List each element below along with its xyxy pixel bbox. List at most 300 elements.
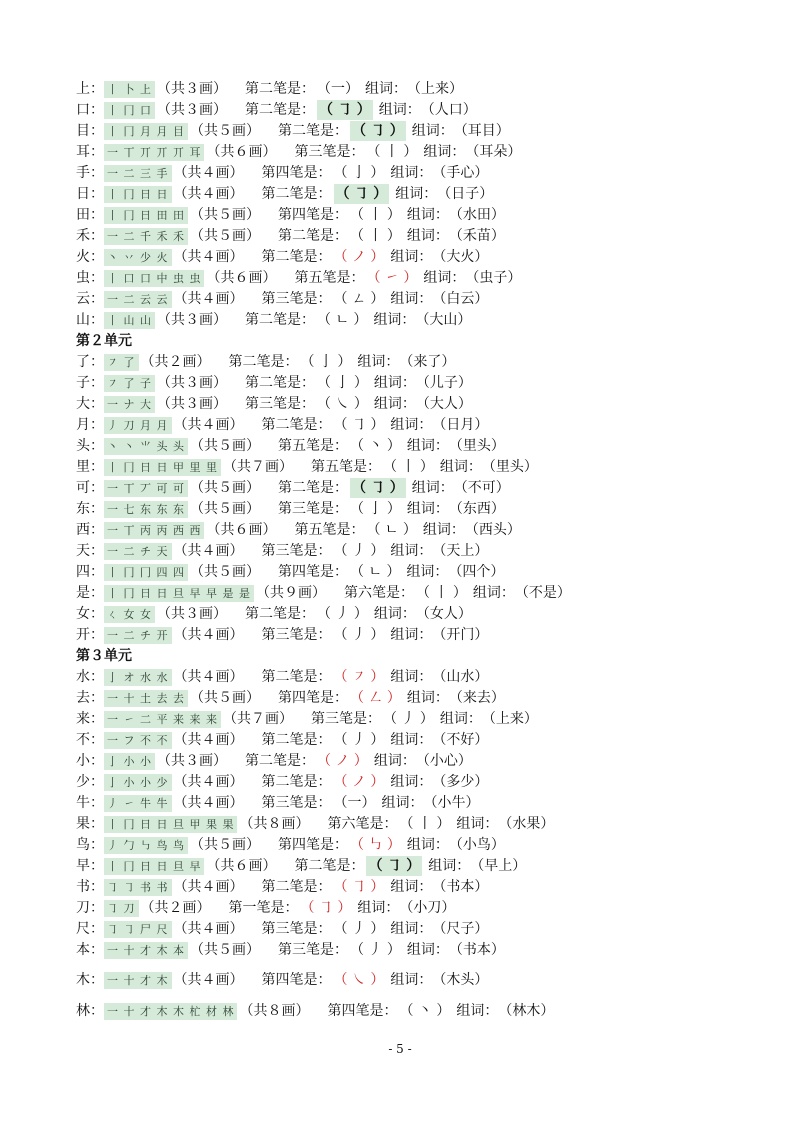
word: （书本） xyxy=(448,942,505,958)
word-label: 组词： xyxy=(406,837,449,853)
entry-row: 开 ： 一 二 チ 开 （共４画） 第三笔是： （ 丿 ） 组词： （开门） xyxy=(76,627,489,643)
stroke-order: 丨 冂 口 xyxy=(104,102,155,119)
entry-row: 不 ： 一 フ 不 不 （共４画） 第二笔是： （ 丿 ） 组词： （不好） xyxy=(76,732,489,748)
word: （上来） xyxy=(407,81,463,97)
stroke-count: （共３画） xyxy=(157,396,227,412)
stroke-answer: （ 丿 ） xyxy=(333,543,385,559)
word-label: 组词： xyxy=(406,501,449,517)
stroke-answer: （ ㇉ ） xyxy=(350,837,401,853)
stroke-count: （共８画） xyxy=(239,816,310,832)
entry-row: 了 ： ㇇ 了 （共２画） 第二笔是： （ 亅 ） 组词： （来了） xyxy=(76,354,456,370)
stroke-answer: （ 亅 ） xyxy=(333,165,385,181)
unit-heading: 第２单元 xyxy=(76,333,132,349)
char: 早 xyxy=(76,858,90,874)
char: 日 xyxy=(76,186,90,202)
stroke-question: 第三笔是： xyxy=(261,921,332,937)
stroke-order: ㇇ 了 xyxy=(104,354,139,371)
stroke-order: 一 二 云 云 xyxy=(104,291,172,308)
word-label: 组词： xyxy=(390,774,433,790)
stroke-question: 第四笔是： xyxy=(278,207,348,223)
word-label: 组词： xyxy=(365,81,407,97)
char: 少 xyxy=(76,774,90,790)
unit-heading: 第３单元 xyxy=(76,648,132,664)
entry-row: 山 ： 丨 山 山 （共３画） 第二笔是： （ ㄴ ） 组词： （大山） xyxy=(76,312,472,328)
stroke-order: ㇆ ㇆ 书 书 xyxy=(104,879,172,896)
word: （小牛） xyxy=(423,795,480,811)
word: （女人） xyxy=(415,606,472,622)
stroke-order: 丨 冂 日 田 田 xyxy=(104,207,188,224)
entry-row: 是 ： 丨 冂 日 日 旦 早 早 是 是 （共９画） 第六笔是： （ 丨 ） 组词： （不是） xyxy=(76,585,571,601)
stroke-order: 一 十 才 木 本 xyxy=(104,942,188,959)
stroke-answer: （ ㇆ ） xyxy=(300,900,352,916)
entry-row: 田 ： 丨 冂 日 田 田 （共５画） 第四笔是： （ 丨 ） 组词： （水田） xyxy=(76,207,505,223)
stroke-count: （共２画） xyxy=(140,354,211,370)
stroke-order: 丶 丶 ⺌ 头 头 xyxy=(104,438,188,455)
word-label: 组词： xyxy=(406,228,449,244)
page-number: - 5 - xyxy=(388,1042,412,1056)
word: （不是） xyxy=(514,585,571,601)
stroke-question: 第二笔是： xyxy=(261,417,332,433)
stroke-answer: （ ㇆ ） xyxy=(319,102,371,118)
stroke-order: ㇇ 了 子 xyxy=(104,375,155,392)
stroke-answer: （ ノ ） xyxy=(333,774,385,790)
stroke-order: 亅 小 小 xyxy=(104,753,155,770)
word-label: 组词： xyxy=(472,585,515,601)
stroke-answer: （ ㇏ ） xyxy=(333,972,385,988)
stroke-order: 一 十 才 木 木 杧 材 林 xyxy=(104,1003,237,1020)
word-label: 组词： xyxy=(381,795,424,811)
char: 禾 xyxy=(76,228,90,244)
stroke-count: （共５画） xyxy=(190,207,260,223)
word-label: 组词： xyxy=(390,417,433,433)
word: （早上） xyxy=(470,858,527,874)
stroke-count: （共４画） xyxy=(173,291,244,307)
stroke-count: （共４画） xyxy=(173,186,244,202)
word: （多少） xyxy=(432,774,489,790)
word: （水田） xyxy=(448,207,505,223)
stroke-count: （共４画） xyxy=(173,774,244,790)
word: （四个） xyxy=(448,564,505,580)
stroke-question: 第二笔是： xyxy=(261,186,332,202)
stroke-count: （共５画） xyxy=(190,564,260,580)
entry-row: 禾 ： 一 二 千 禾 禾 （共５画） 第二笔是： （ 丨 ） 组词： （禾苗） xyxy=(76,228,505,244)
stroke-order: 一 七 东 东 东 xyxy=(104,501,188,518)
stroke-count: （共６画） xyxy=(206,270,277,286)
stroke-question: 第二笔是： xyxy=(294,858,365,874)
stroke-question: 第二笔是： xyxy=(278,228,348,244)
stroke-count: （共６画） xyxy=(206,144,277,160)
stroke-order: 丨 冂 日 日 旦 甲 果 果 xyxy=(104,816,237,833)
stroke-order: ㄑ 女 女 xyxy=(104,606,155,623)
stroke-count: （共４画） xyxy=(173,879,244,895)
stroke-count: （共３画） xyxy=(157,375,227,391)
char: 耳 xyxy=(76,144,90,160)
entry-row: 火 ： 丶 丷 少 火 （共４画） 第二笔是： （ ノ ） 组词： （大火） xyxy=(76,249,489,265)
stroke-answer: （一） xyxy=(317,81,359,97)
entry-row: 小 ： 亅 小 小 （共３画） 第二笔是： （ ノ ） 组词： （小心） xyxy=(76,753,472,769)
stroke-count: （共５画） xyxy=(190,480,260,496)
stroke-question: 第四笔是： xyxy=(261,165,332,181)
stroke-question: 第二笔是： xyxy=(228,354,299,370)
stroke-order: ㇆ ㇆ 尸 尺 xyxy=(104,921,172,938)
word-label: 组词： xyxy=(390,732,433,748)
stroke-question: 第二笔是： xyxy=(278,480,348,496)
stroke-question: 第四笔是： xyxy=(278,564,348,580)
word: （人口） xyxy=(420,102,477,118)
stroke-count: （共９画） xyxy=(255,585,326,601)
stroke-order: 亅 オ 水 水 xyxy=(104,669,172,686)
word-label: 组词： xyxy=(390,921,433,937)
stroke-answer: （ ㄴ ） xyxy=(366,522,417,538)
stroke-answer: （ ㇆ ） xyxy=(333,879,385,895)
stroke-order: 丨 口 口 中 虫 虫 xyxy=(104,270,204,287)
stroke-count: （共４画） xyxy=(173,249,244,265)
word-label: 组词： xyxy=(406,564,449,580)
char: 口 xyxy=(76,102,90,118)
char: 是 xyxy=(76,585,90,601)
entry-row: 里 ： 丨 冂 日 日 甲 里 里 （共７画） 第五笔是： （ 丨 ） 组词： （里头） xyxy=(76,459,538,475)
stroke-answer: （ 亅 ） xyxy=(300,354,352,370)
char: 牛 xyxy=(76,795,90,811)
entry-row: 少 ： 亅 小 小 少 （共４画） 第二笔是： （ ノ ） 组词： （多少） xyxy=(76,774,489,790)
word: （耳朵） xyxy=(465,144,522,160)
entry-row: 林 ： 一 十 才 木 木 杧 材 林 （共８画） 第四笔是： （ 丶 ） 组词： （林木） xyxy=(76,1003,555,1019)
word: （尺子） xyxy=(432,921,489,937)
char: 东 xyxy=(76,501,90,517)
word: （白云） xyxy=(432,291,489,307)
char: 上 xyxy=(76,81,90,97)
stroke-answer: （ 丨 ） xyxy=(366,144,418,160)
word: （禾苗） xyxy=(448,228,505,244)
stroke-count: （共２画） xyxy=(140,900,211,916)
stroke-count: （共３画） xyxy=(157,753,227,769)
stroke-question: 第三笔是： xyxy=(261,795,332,811)
char: 本 xyxy=(76,942,90,958)
stroke-question: 第六笔是： xyxy=(343,585,414,601)
stroke-question: 第三笔是： xyxy=(261,291,332,307)
stroke-question: 第二笔是： xyxy=(261,774,332,790)
char: 云 xyxy=(76,291,90,307)
word-label: 组词： xyxy=(439,711,482,727)
stroke-answer: （ ㇆ ） xyxy=(352,480,404,496)
word: （来去） xyxy=(448,690,505,706)
word-label: 组词： xyxy=(456,816,499,832)
stroke-question: 第三笔是： xyxy=(245,396,315,412)
stroke-answer: （ 丿 ） xyxy=(333,732,385,748)
stroke-question: 第三笔是： xyxy=(278,942,348,958)
stroke-answer: （ ㄴ ） xyxy=(350,564,401,580)
stroke-order: 丿 ㇀ 牛 牛 xyxy=(104,795,172,812)
stroke-count: （共７画） xyxy=(222,711,293,727)
word-label: 组词： xyxy=(373,753,416,769)
stroke-question: 第五笔是： xyxy=(278,438,348,454)
stroke-order: 一 十 才 木 xyxy=(104,972,172,989)
word: （大人） xyxy=(415,396,472,412)
stroke-order: 一 丅 丆 可 可 xyxy=(104,480,188,497)
stroke-count: （共４画） xyxy=(173,627,244,643)
word: （耳目） xyxy=(453,123,510,139)
stroke-question: 第一笔是： xyxy=(228,900,299,916)
word-label: 组词： xyxy=(406,942,449,958)
word: （小刀） xyxy=(399,900,456,916)
word-label: 组词： xyxy=(390,669,433,685)
stroke-question: 第四笔是： xyxy=(261,972,332,988)
stroke-answer: （ ノ ） xyxy=(317,753,368,769)
char: 火 xyxy=(76,249,90,265)
stroke-question: 第三笔是： xyxy=(310,711,381,727)
word-label: 组词： xyxy=(357,900,400,916)
stroke-count: （共４画） xyxy=(173,543,244,559)
stroke-answer: （ 丨 ） xyxy=(382,459,434,475)
stroke-answer: （ ㇇ ） xyxy=(333,669,385,685)
word: （手心） xyxy=(432,165,489,181)
stroke-answer: （ 丶 ） xyxy=(399,1003,451,1019)
char: 四 xyxy=(76,564,90,580)
char: 来 xyxy=(76,711,90,727)
stroke-answer: （ 丶 ） xyxy=(350,438,401,454)
word-label: 组词： xyxy=(378,102,421,118)
stroke-answer: （ 丿 ） xyxy=(333,627,385,643)
char: 尺 xyxy=(76,921,90,937)
stroke-question: 第二笔是： xyxy=(261,669,332,685)
entry-row: 早 ： 丨 冂 日 日 旦 早 （共６画） 第二笔是： （ ㇆ ） 组词： （早上） xyxy=(76,858,527,874)
word: （里头） xyxy=(448,438,505,454)
word: （小心） xyxy=(415,753,472,769)
word: （日月） xyxy=(432,417,489,433)
stroke-question: 第二笔是： xyxy=(278,123,348,139)
char: 女 xyxy=(76,606,90,622)
char: 果 xyxy=(76,816,90,832)
word: （林木） xyxy=(498,1003,555,1019)
stroke-answer: （ 丨 ） xyxy=(350,207,401,223)
stroke-question: 第四笔是： xyxy=(278,690,348,706)
entry-row: 耳 ： 一 丅 丌 丌 丌 耳 （共６画） 第三笔是： （ 丨 ） 组词： （耳朵） xyxy=(76,144,522,160)
char: 水 xyxy=(76,669,90,685)
word-label: 组词： xyxy=(439,459,482,475)
char: 天 xyxy=(76,543,90,559)
word: （来了） xyxy=(399,354,456,370)
char: 虫 xyxy=(76,270,90,286)
stroke-question: 第五笔是： xyxy=(294,270,365,286)
stroke-order: 一 十 土 去 去 xyxy=(104,690,188,707)
char: 目 xyxy=(76,123,90,139)
entry-row: 月 ： 丿 刀 月 月 （共４画） 第二笔是： （ ㇆ ） 组词： （日月） xyxy=(76,417,489,433)
stroke-question: 第二笔是： xyxy=(245,102,315,118)
stroke-order: 一 二 チ 开 xyxy=(104,627,172,644)
stroke-order: 丨 冂 日 日 旦 早 早 是 是 xyxy=(104,585,254,602)
stroke-order: 一 二 千 禾 禾 xyxy=(104,228,188,245)
entry-row: 去 ： 一 十 土 去 去 （共５画） 第四笔是： （ ㇜ ） 组词： （来去） xyxy=(76,690,505,706)
stroke-question: 第六笔是： xyxy=(327,816,398,832)
stroke-count: （共６画） xyxy=(206,858,277,874)
stroke-question: 第四笔是： xyxy=(327,1003,398,1019)
stroke-question: 第二笔是： xyxy=(245,312,315,328)
stroke-count: （共４画） xyxy=(173,921,244,937)
stroke-answer: （一） xyxy=(333,795,376,811)
word-label: 组词： xyxy=(395,186,438,202)
entry-row: 虫 ： 丨 口 口 中 虫 虫 （共６画） 第五笔是： （ ㇀ ） 组词： （虫子） xyxy=(76,270,522,286)
stroke-order: ㇆ 刀 xyxy=(104,900,139,917)
stroke-answer: （ ㇆ ） xyxy=(352,123,404,139)
word: （大火） xyxy=(432,249,489,265)
entry-row: 头 ： 丶 丶 ⺌ 头 头 （共５画） 第五笔是： （ 丶 ） 组词： （里头） xyxy=(76,438,505,454)
char: 山 xyxy=(76,312,90,328)
stroke-count: （共４画） xyxy=(173,669,244,685)
stroke-question: 第二笔是： xyxy=(245,753,315,769)
word: （儿子） xyxy=(415,375,472,391)
stroke-order: 丨 卜 上 xyxy=(104,81,155,98)
stroke-answer: （ 丿 ） xyxy=(350,942,401,958)
stroke-count: （共４画） xyxy=(173,165,244,181)
stroke-question: 第二笔是： xyxy=(261,249,332,265)
stroke-answer: （ 亅 ） xyxy=(317,375,368,391)
entry-row: 云 ： 一 二 云 云 （共４画） 第三笔是： （ ㄥ ） 组词： （白云） xyxy=(76,291,489,307)
word: （不可） xyxy=(453,480,510,496)
char: 林 xyxy=(76,1003,90,1019)
char: 大 xyxy=(76,396,90,412)
stroke-count: （共５画） xyxy=(190,837,260,853)
stroke-answer: （ 丨 ） xyxy=(415,585,467,601)
word-label: 组词： xyxy=(373,375,416,391)
stroke-count: （共６画） xyxy=(206,522,277,538)
stroke-answer: （ ㇆ ） xyxy=(335,186,388,202)
word-label: 组词： xyxy=(406,438,449,454)
stroke-answer: （ 亅 ） xyxy=(350,501,401,517)
stroke-order: 丿 勹 ㇉ 鸟 鸟 xyxy=(104,837,188,854)
word: （小鸟） xyxy=(448,837,505,853)
stroke-answer: （ ㇜ ） xyxy=(350,690,401,706)
stroke-count: （共５画） xyxy=(190,942,260,958)
word-label: 组词： xyxy=(390,972,433,988)
word-label: 组词： xyxy=(456,1003,499,1019)
stroke-count: （共７画） xyxy=(222,459,293,475)
word-label: 组词： xyxy=(390,249,433,265)
stroke-question: 第二笔是： xyxy=(245,606,315,622)
stroke-order: 一 フ 不 不 xyxy=(104,732,172,749)
word: （东西） xyxy=(448,501,505,517)
stroke-order: 一 ㇀ 二 平 来 来 来 xyxy=(104,711,221,728)
word: （虫子） xyxy=(465,270,522,286)
stroke-answer: （ ㇆ ） xyxy=(333,417,385,433)
stroke-order: 丨 山 山 xyxy=(104,312,155,329)
char: 不 xyxy=(76,732,90,748)
word-label: 组词： xyxy=(406,207,449,223)
char: 开 xyxy=(76,627,90,643)
char: 了 xyxy=(76,354,90,370)
stroke-order: 丨 冂 月 月 目 xyxy=(104,123,188,140)
word-label: 组词： xyxy=(390,291,433,307)
entry-row: 日 ： 丨 冂 日 日 （共４画） 第二笔是： （ ㇆ ） 组词： （日子） xyxy=(76,186,494,202)
char: 书 xyxy=(76,879,90,895)
stroke-order: 丨 冂 日 日 甲 里 里 xyxy=(104,459,221,476)
stroke-order: 一 ナ 大 xyxy=(104,396,155,413)
entry-row: 书 ： ㇆ ㇆ 书 书 （共４画） 第二笔是： （ ㇆ ） 组词： （书本） xyxy=(76,879,489,895)
char: 头 xyxy=(76,438,90,454)
stroke-answer: （ 丨 ） xyxy=(350,228,401,244)
stroke-count: （共５画） xyxy=(190,501,260,517)
stroke-answer: （ 丿 ） xyxy=(333,921,385,937)
stroke-answer: （ ㄥ ） xyxy=(333,291,385,307)
stroke-answer: （ 丨 ） xyxy=(399,816,451,832)
entry-row: 西 ： 一 丅 丙 丙 西 西 （共６画） 第五笔是： （ ㄴ ） 组词： （西头） xyxy=(76,522,521,538)
word: （不好） xyxy=(432,732,489,748)
stroke-answer: （ ㇆ ） xyxy=(368,858,421,874)
word-label: 组词： xyxy=(428,858,471,874)
stroke-question: 第五笔是： xyxy=(310,459,381,475)
entry-row: 果 ： 丨 冂 日 日 旦 甲 果 果 （共８画） 第六笔是： （ 丨 ） 组词： （水果） xyxy=(76,816,555,832)
stroke-order: 丿 刀 月 月 xyxy=(104,417,172,434)
char: 可 xyxy=(76,480,90,496)
entry-row: 天 ： 一 二 チ 天 （共４画） 第三笔是： （ 丿 ） 组词： （天上） xyxy=(76,543,489,559)
word: （西头） xyxy=(464,522,521,538)
word: （上来） xyxy=(481,711,538,727)
word-label: 组词： xyxy=(373,606,416,622)
entry-row: 本 ： 一 十 才 木 本 （共５画） 第三笔是： （ 丿 ） 组词： （书本） xyxy=(76,942,505,958)
stroke-count: （共３画） xyxy=(157,102,227,118)
char: 月 xyxy=(76,417,90,433)
stroke-answer: （ ㇏ ） xyxy=(317,396,368,412)
stroke-count: （共５画） xyxy=(190,438,260,454)
stroke-order: 一 二 三 手 xyxy=(104,165,172,182)
word: （天上） xyxy=(432,543,489,559)
word: （山水） xyxy=(432,669,489,685)
char: 小 xyxy=(76,753,90,769)
stroke-order: 丨 冂 冂 四 四 xyxy=(104,564,188,581)
entry-row: 鸟 ： 丿 勹 ㇉ 鸟 鸟 （共５画） 第四笔是： （ ㇉ ） 组词： （小鸟） xyxy=(76,837,505,853)
stroke-answer: （ 丿 ） xyxy=(317,606,368,622)
entry-row: 手 ： 一 二 三 手 （共４画） 第四笔是： （ 亅 ） 组词： （手心） xyxy=(76,165,489,181)
stroke-count: （共３画） xyxy=(157,606,227,622)
word-label: 组词： xyxy=(373,396,416,412)
char: 刀 xyxy=(76,900,90,916)
stroke-question: 第三笔是： xyxy=(278,501,348,517)
entry-row: 来 ： 一 ㇀ 二 平 来 来 来 （共７画） 第三笔是： （ 丿 ） 组词： （上来） xyxy=(76,711,538,727)
entry-row: 木 ： 一 十 才 木 （共４画） 第四笔是： （ ㇏ ） 组词： （木头） xyxy=(76,972,489,988)
word: （木头） xyxy=(432,972,489,988)
entry-row: 可 ： 一 丅 丆 可 可 （共５画） 第二笔是： （ ㇆ ） 组词： （不可） xyxy=(76,480,510,496)
stroke-order: 亅 小 小 少 xyxy=(104,774,172,791)
word-label: 组词： xyxy=(423,144,466,160)
char: 里 xyxy=(76,459,90,475)
entry-row: 牛 ： 丿 ㇀ 牛 牛 （共４画） 第三笔是： （一） 组词： （小牛） xyxy=(76,795,480,811)
stroke-order: 一 二 チ 天 xyxy=(104,543,172,560)
word: （里头） xyxy=(481,459,538,475)
stroke-count: （共４画） xyxy=(173,972,244,988)
stroke-count: （共５画） xyxy=(190,123,260,139)
entry-row: 刀 ： ㇆ 刀 （共２画） 第一笔是： （ ㇆ ） 组词： （小刀） xyxy=(76,900,456,916)
char: 鸟 xyxy=(76,837,90,853)
word-label: 组词： xyxy=(423,270,466,286)
stroke-answer: （ ㇀ ） xyxy=(366,270,418,286)
stroke-count: （共４画） xyxy=(173,795,244,811)
stroke-question: 第三笔是： xyxy=(261,627,332,643)
stroke-count: （共４画） xyxy=(173,732,244,748)
stroke-count: （共３画） xyxy=(157,81,227,97)
stroke-order: 丶 丷 少 火 xyxy=(104,249,172,266)
entry-row: 上 ： 丨 卜 上 （共３画） 第二笔是： （一） 组词： （上来） xyxy=(76,81,463,97)
word-label: 组词： xyxy=(390,879,433,895)
word-label: 组词： xyxy=(406,690,449,706)
stroke-question: 第四笔是： xyxy=(278,837,348,853)
char: 木 xyxy=(76,972,90,988)
word-label: 组词： xyxy=(390,165,433,181)
stroke-question: 第二笔是： xyxy=(261,732,332,748)
word-label: 组词： xyxy=(390,543,433,559)
word: （日子） xyxy=(437,186,494,202)
stroke-answer: （ ノ ） xyxy=(333,249,385,265)
entry-row: 子 ： ㇇ 了 子 （共３画） 第二笔是： （ 亅 ） 组词： （儿子） xyxy=(76,375,472,391)
char: 子 xyxy=(76,375,90,391)
